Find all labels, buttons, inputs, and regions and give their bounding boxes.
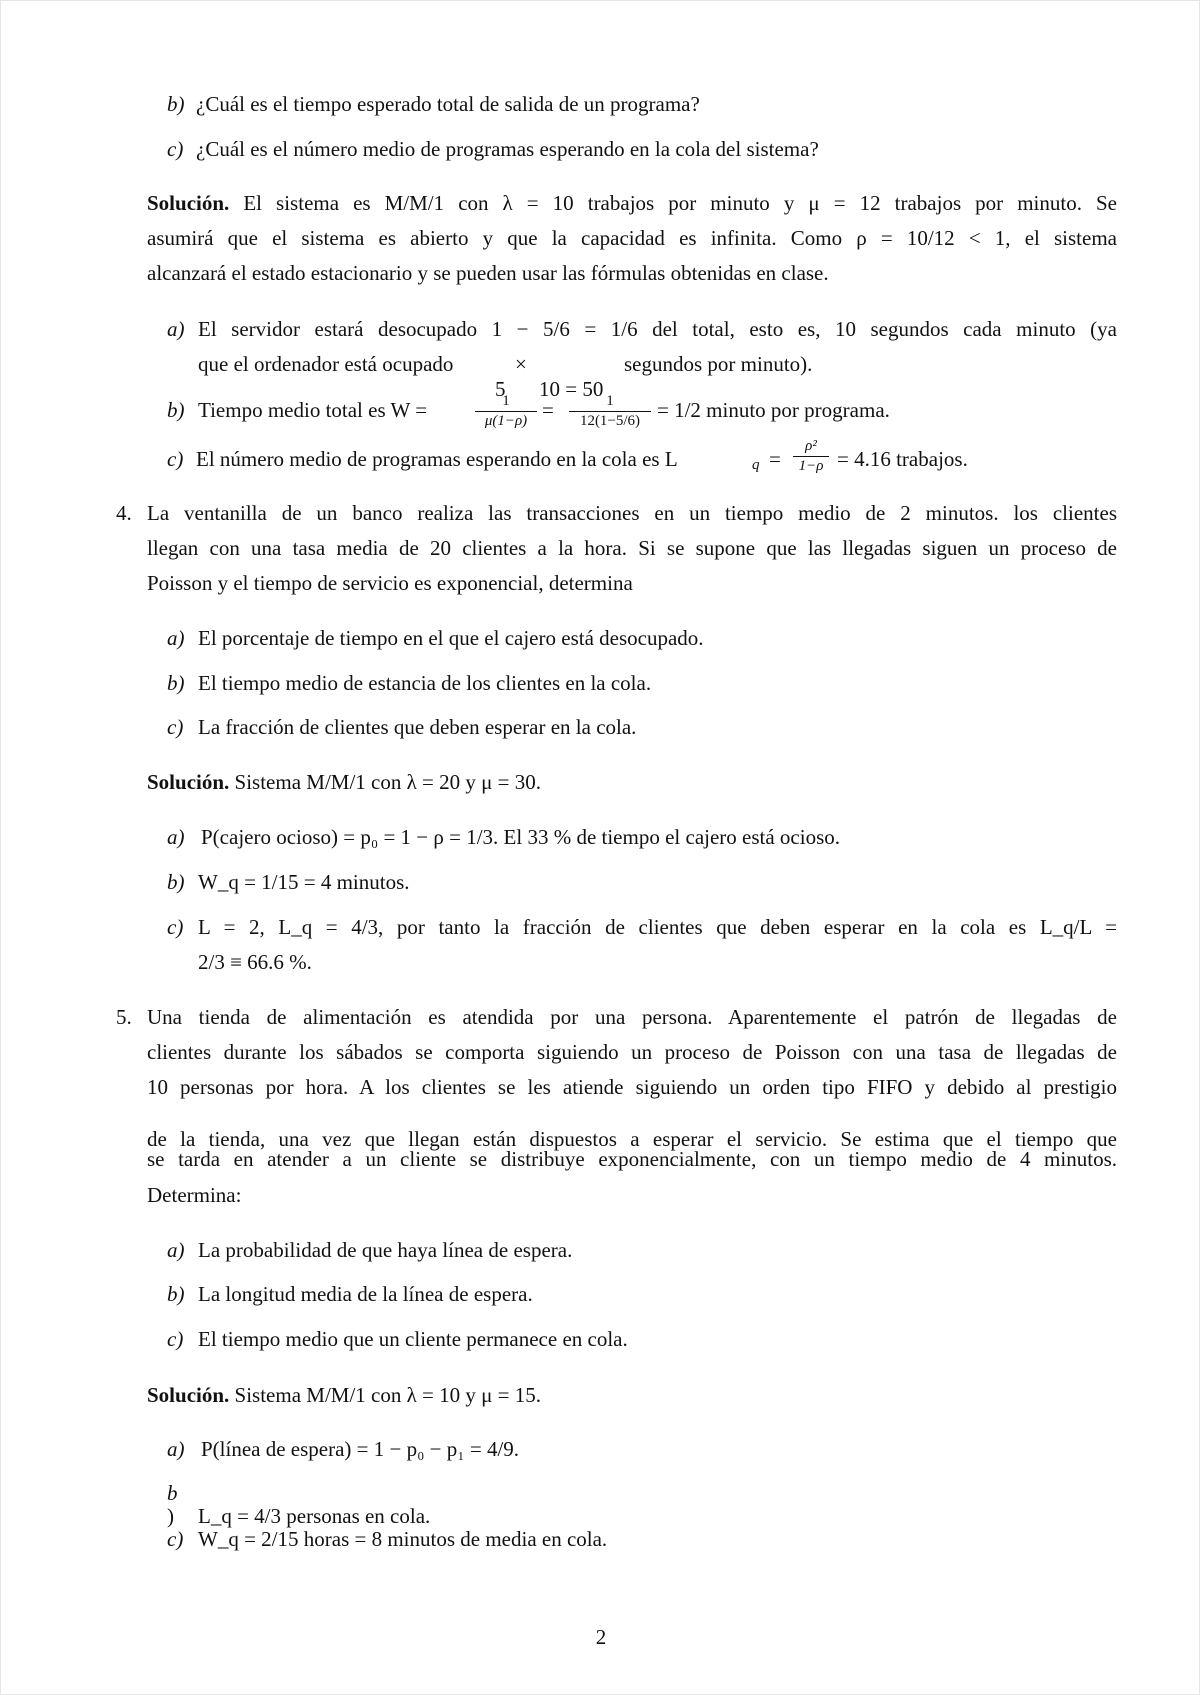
problem4-item-a: El porcentaje de tiempo en el que el cajero está desocupado. xyxy=(198,626,704,650)
problem-number-5: 5. xyxy=(116,1005,132,1029)
problem5-line-2: clientes durante los sábados se comporta siguiendo un proceso de Poisson con una tasa de llegadas de xyxy=(147,1040,1117,1064)
problem5-line-3: 10 personas por hora. A los clientes se les atiende siguiendo un orden tipo FIFO y debido al prestigio xyxy=(147,1075,1117,1099)
problem5-solution xyxy=(147,1385,541,1406)
problem4-answer-a: P(cajero ocioso) = p₀ = 1 − ρ = 1/3. El 33 % de tiempo el cajero está ocioso. xyxy=(201,825,841,849)
item-label-c: c) xyxy=(167,1327,184,1351)
problem4-answer-c-line-2: 2/3 ≡ 66.6 %. xyxy=(198,950,312,974)
item-label-a: a) xyxy=(167,626,185,650)
solution-text: Sistema M/M/1 con λ = 10 y μ = 15. xyxy=(234,1383,541,1407)
problem5-line-5: se tarda en atender a un cliente se distribuye exponencialmente, con un tiempo medio de 4 minutos. xyxy=(147,1147,1117,1171)
question-b: ¿Cuál es el tiempo esperado total de salida de un programa? xyxy=(196,92,700,116)
item-label-b: b) xyxy=(167,671,185,695)
problem5-item-a: La probabilidad de que haya línea de espera. xyxy=(198,1238,573,1262)
answer-label-c: c) xyxy=(167,1527,184,1551)
solution-line-3: alcanzará el estado estacionario y se pueden usar las fórmulas obtenidas en clase. xyxy=(147,261,829,285)
page-number: 2 xyxy=(595,1625,607,1649)
problem5-answer-b: L_q = 4/3 personas en cola. xyxy=(198,1504,431,1528)
answer-label-b-letter: b xyxy=(167,1481,178,1505)
item-label-a: a) xyxy=(167,1238,185,1262)
problem-number-4: 4. xyxy=(116,501,132,525)
problem4-answer-c-line-1: L = 2, L_q = 4/3, por tanto la fracción de clientes que deben esperar en la cola es L_q/L = xyxy=(198,915,1117,939)
answer-b-suffix: = 1/2 minuto por programa. xyxy=(657,398,890,422)
problem4-line-1: La ventanilla de un banco realiza las transacciones en un tiempo medio de 2 minutos. los clientes xyxy=(147,501,1117,525)
item-label-c: c) xyxy=(167,137,184,161)
item-label-b: b) xyxy=(167,92,185,116)
answer-label-b-paren: ) xyxy=(167,1504,174,1528)
times-symbol: × xyxy=(515,352,527,376)
solution-text: Sistema M/M/1 con λ = 20 y μ = 30. xyxy=(234,770,541,794)
problem4-item-c: La fracción de clientes que deben esperar en la cola. xyxy=(198,715,637,739)
answer-label-b: b) xyxy=(167,870,185,894)
solution-heading: Solución. xyxy=(147,191,230,215)
fraction-bar xyxy=(569,411,651,412)
fraction-w xyxy=(475,394,537,429)
equals-sign: = xyxy=(542,398,554,422)
answer-label-c: c) xyxy=(167,915,184,939)
problem5-line-4: de la tienda, una vez que llegan están dispuestos a esperar el servicio. Se estima que el tiempo que xyxy=(147,1127,1117,1151)
item-label-c: c) xyxy=(167,715,184,739)
answer-label-a: a) xyxy=(167,1437,185,1461)
fraction-w-value-denominator: 12(1−5/6) xyxy=(579,413,641,429)
answer-label-a: a) xyxy=(167,825,185,849)
answer-label-a: a) xyxy=(167,317,185,341)
item-label-b: b) xyxy=(167,1282,185,1306)
answer-c-prefix: El número medio de programas esperando en la cola es L xyxy=(196,447,678,471)
overlay-five: 5 xyxy=(495,377,506,401)
fraction-lq xyxy=(793,439,829,474)
problem5-line-6: Determina: xyxy=(147,1183,242,1207)
answer-label-b: b) xyxy=(167,398,185,422)
fraction-bar xyxy=(475,411,537,412)
fraction-w-value xyxy=(569,394,651,429)
answer-a-line-2-left: que el ordenador está ocupado xyxy=(198,352,454,376)
solution-heading: Solución. xyxy=(147,1383,230,1407)
answer-a-line-1: El servidor estará desocupado 1 − 5/6 = 1/6 del total, esto es, 10 segundos cada minuto (ya xyxy=(198,317,1117,341)
problem4-line-2: llegan con una tasa media de 20 clientes a la hora. Si se supone que las llegadas siguen un proceso de xyxy=(147,536,1117,560)
problem4-answer-b: W_q = 1/15 = 4 minutos. xyxy=(198,870,410,894)
fraction-w-denominator: μ(1−ρ) xyxy=(484,413,528,429)
problem5-answer-a: P(línea de espera) = 1 − p₀ − p₁ = 4/9. xyxy=(201,1437,520,1461)
answer-a-line-2-right: segundos por minuto). xyxy=(624,352,813,376)
fraction-lq-numerator: ρ² xyxy=(805,438,817,454)
answer-label-c: c) xyxy=(167,447,184,471)
fraction-w-value-numerator: 1 xyxy=(606,393,614,409)
solution-line-2: asumirá que el sistema es abierto y que la capacidad es infinita. Como ρ = 10/12 < 1, el sistema xyxy=(147,226,1117,250)
problem5-answer-c: W_q = 2/15 horas = 8 minutos de media en cola. xyxy=(198,1527,608,1551)
problem4-solution xyxy=(147,772,541,793)
solution-heading: Solución. xyxy=(147,770,230,794)
solution-text: El sistema es M/M/1 con λ = 10 trabajos por minuto y μ = 12 trabajos por minuto. Se xyxy=(243,191,1118,215)
answer-c-equals: = xyxy=(769,447,781,471)
fraction-bar xyxy=(793,456,829,457)
question-c: ¿Cuál es el número medio de programas esperando en la cola del sistema? xyxy=(196,137,819,161)
solution-line-1 xyxy=(147,193,1117,214)
answer-b-prefix: Tiempo medio total es W = xyxy=(198,398,428,422)
fraction-w-numerator: 1 xyxy=(502,393,510,409)
answer-c-suffix: = 4.16 trabajos. xyxy=(837,447,968,471)
problem5-item-b: La longitud media de la línea de espera. xyxy=(198,1282,533,1306)
fraction-lq-denominator: 1−ρ xyxy=(798,458,824,474)
problem5-line-1: Una tienda de alimentación es atendida por una persona. Aparentemente el patrón de llegadas de xyxy=(147,1005,1117,1029)
problem4-item-b: El tiempo medio de estancia de los clientes en la cola. xyxy=(198,671,652,695)
answer-c-subscript: q xyxy=(752,457,760,473)
overlay-expression: 10 = 50 xyxy=(539,377,604,401)
problem4-line-3: Poisson y el tiempo de servicio es exponencial, determina xyxy=(147,571,633,595)
problem5-item-c: El tiempo medio que un cliente permanece en cola. xyxy=(198,1327,628,1351)
